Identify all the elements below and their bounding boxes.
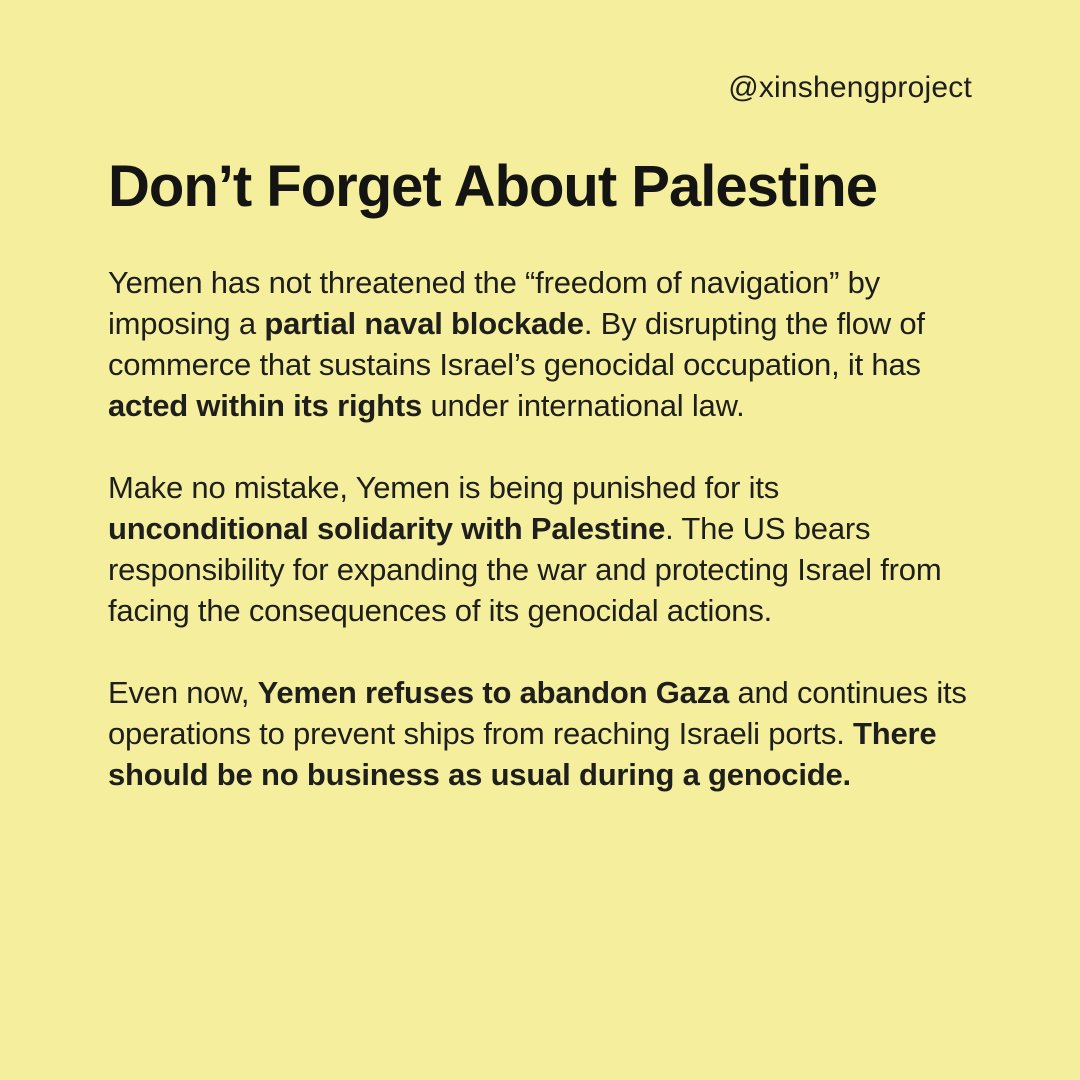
text-segment: . The US bears responsibility for expanding the war and protecting Israel from facing the consequences of its genocidal actions.: [108, 511, 942, 628]
text-segment: . By disrupting the flow of commerce that sustains Israel’s genocidal occupation, it has: [108, 306, 925, 382]
text-segment-bold: unconditional solidarity with Palestine: [108, 511, 666, 546]
text-segment: under international law.: [422, 388, 745, 423]
page-title: Don’t Forget About Palestine: [108, 154, 877, 219]
text-segment: Even now,: [108, 675, 258, 710]
account-handle: @xinshengproject: [728, 71, 972, 104]
text-segment: Make no mistake, Yemen is being punished for its: [108, 470, 780, 505]
body-text: [108, 262, 972, 795]
text-segment-bold: partial naval blockade: [264, 306, 584, 341]
text-segment-bold: There should be no business as usual during a genocide.: [108, 716, 937, 792]
text-segment-bold: acted within its rights: [108, 388, 423, 423]
paragraph: [108, 467, 972, 631]
paragraph: [108, 262, 972, 426]
paragraph: [108, 672, 972, 795]
text-segment: and continues its operations to prevent ships from reaching Israeli ports.: [108, 675, 967, 751]
text-segment-bold: Yemen refuses to abandon Gaza: [257, 675, 730, 710]
text-segment: Yemen has not threatened the “freedom of navigation” by imposing a: [108, 265, 880, 341]
